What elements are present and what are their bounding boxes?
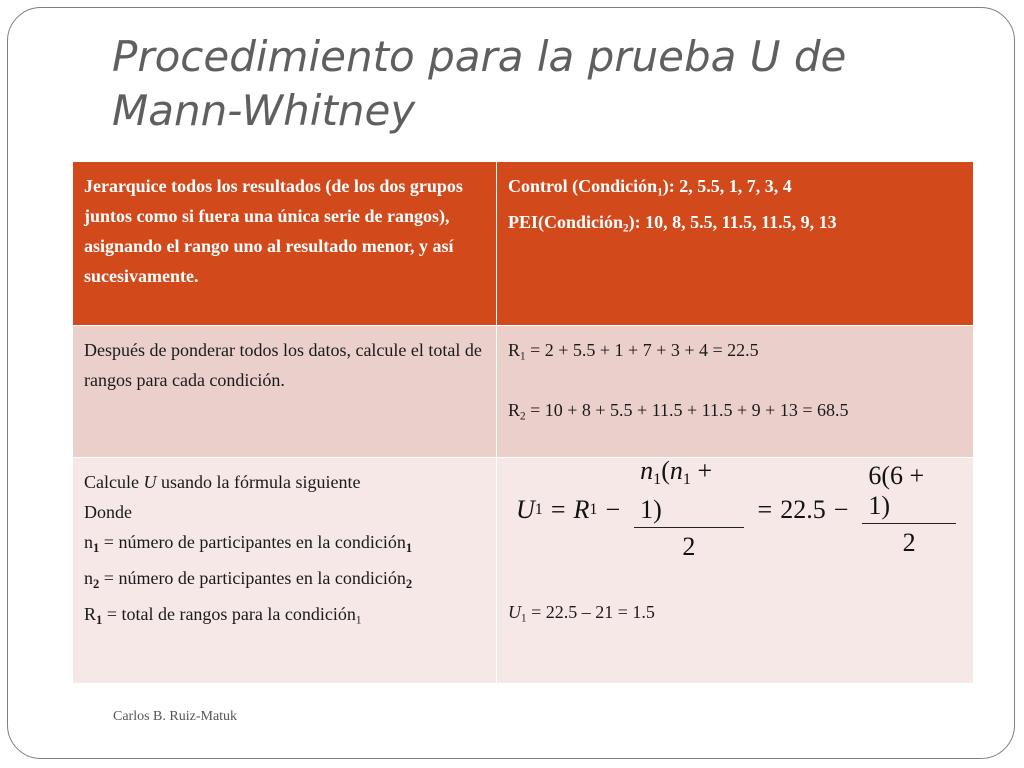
n1-definition [84,527,485,563]
step-ranking-text: Jerarquice todos los resultados (de los dos grupos juntos como si fuera una única serie de rangos), asignando el rango uno al resultado menor, y así sucesivamente. [84,176,463,286]
pei-label: PEI(Condición [508,212,624,233]
table-row [73,162,974,326]
n2-text: = número de participantes en la condición [99,567,406,588]
r1-sum-line [508,335,962,371]
formula-r-var: R [573,495,590,524]
r2-expression: = 10 + 8 + 5.5 + 11.5 + 11.5 + 9 + 13 = 68.5 [525,400,849,421]
result-expression: = 22.5 – 21 = 1.5 [526,602,655,622]
step-sum-text: Después de ponderar todos los datos, calcule el total de rangos para cada condición. [84,340,482,390]
pei-line [508,207,962,243]
table-row [73,326,974,458]
formula-value: 22.5 [780,495,826,524]
fraction-1-numerator [634,456,743,528]
rank-sums-cell [497,326,974,458]
n1-cond-subscript: 1 [405,540,413,555]
formula-fraction-2 [862,461,956,560]
u-formula [516,456,962,561]
r1-def-subscript: 1 [96,612,103,627]
formula-minus-2: − [833,495,849,524]
step-ranking-cell [73,162,497,326]
formula-intro-line [84,467,485,497]
r1-def-cond-subscript: 1 [355,613,362,626]
num-n-var: n [640,456,654,486]
intro-u-var: U [143,472,157,492]
slide-title: Procedimiento para la prueba U de Mann-Whitney [112,32,847,135]
num-inner-n-var: n [669,456,683,486]
n2-label: n [84,567,93,588]
formula-equals: = [550,495,566,524]
n1-text: = número de participantes en la condición [99,532,406,552]
data-values-cell [497,162,974,326]
formula-u-sub: 1 [534,501,543,518]
formula-fraction-1 [634,456,743,564]
intro-text: Calcule [84,472,144,492]
r2-subscript: 2 [520,410,526,423]
formula-minus: − [605,495,621,524]
formula-cell [497,458,974,684]
table-row [73,458,974,684]
fraction-2-numerator: 6(6 + 1) [862,461,956,524]
fraction-2-denominator: 2 [902,527,916,557]
step-formula-cell [73,458,497,684]
control-label: Control (Condición [508,176,658,196]
n2-subscript: 2 [93,576,100,591]
result-u-var: U [508,602,521,622]
footer-author: Carlos B. Ruiz-Matuk [113,709,238,724]
n2-cond-subscript: 2 [405,576,413,591]
num-inner-n-sub: 1 [682,470,691,488]
r1-definition [84,599,485,635]
donde-line: Donde [84,502,132,522]
r1-def-label: R [84,603,97,624]
r2-label: R [508,400,521,421]
r1-expression: = 2 + 5.5 + 1 + 7 + 3 + 4 = 22.5 [525,340,759,360]
formula-u-var: U [516,495,535,524]
n1-label: n [84,532,93,552]
u1-result-line [508,597,962,633]
n1-subscript: 1 [93,540,100,555]
control-values: ): 2, 5.5, 1, 7, 3, 4 [662,176,792,196]
n2-definition [84,563,485,599]
step-sum-cell [73,326,497,458]
r1-label: R [508,340,521,360]
num-inner-rest: + 1) [640,456,713,524]
formula-equals-2: = [757,495,773,524]
r1-def-text: = total de rangos para la condición [102,603,356,624]
fraction-1-denominator: 2 [682,531,696,561]
procedure-table [72,161,974,684]
result-u-sub: 1 [521,612,527,625]
control-subscript: 1 [657,186,663,199]
control-line [508,171,962,207]
pei-values: ): 10, 8, 5.5, 11.5, 11.5, 9, 13 [628,212,837,233]
num-n-sub: 1 [653,470,662,488]
r2-sum-line [508,395,962,431]
formula-r-sub: 1 [589,501,598,518]
intro-text-post: usando la fórmula siguiente [156,472,361,492]
pei-subscript: 2 [623,222,629,235]
num-paren: ( [661,456,670,486]
r1-subscript: 1 [520,350,526,363]
